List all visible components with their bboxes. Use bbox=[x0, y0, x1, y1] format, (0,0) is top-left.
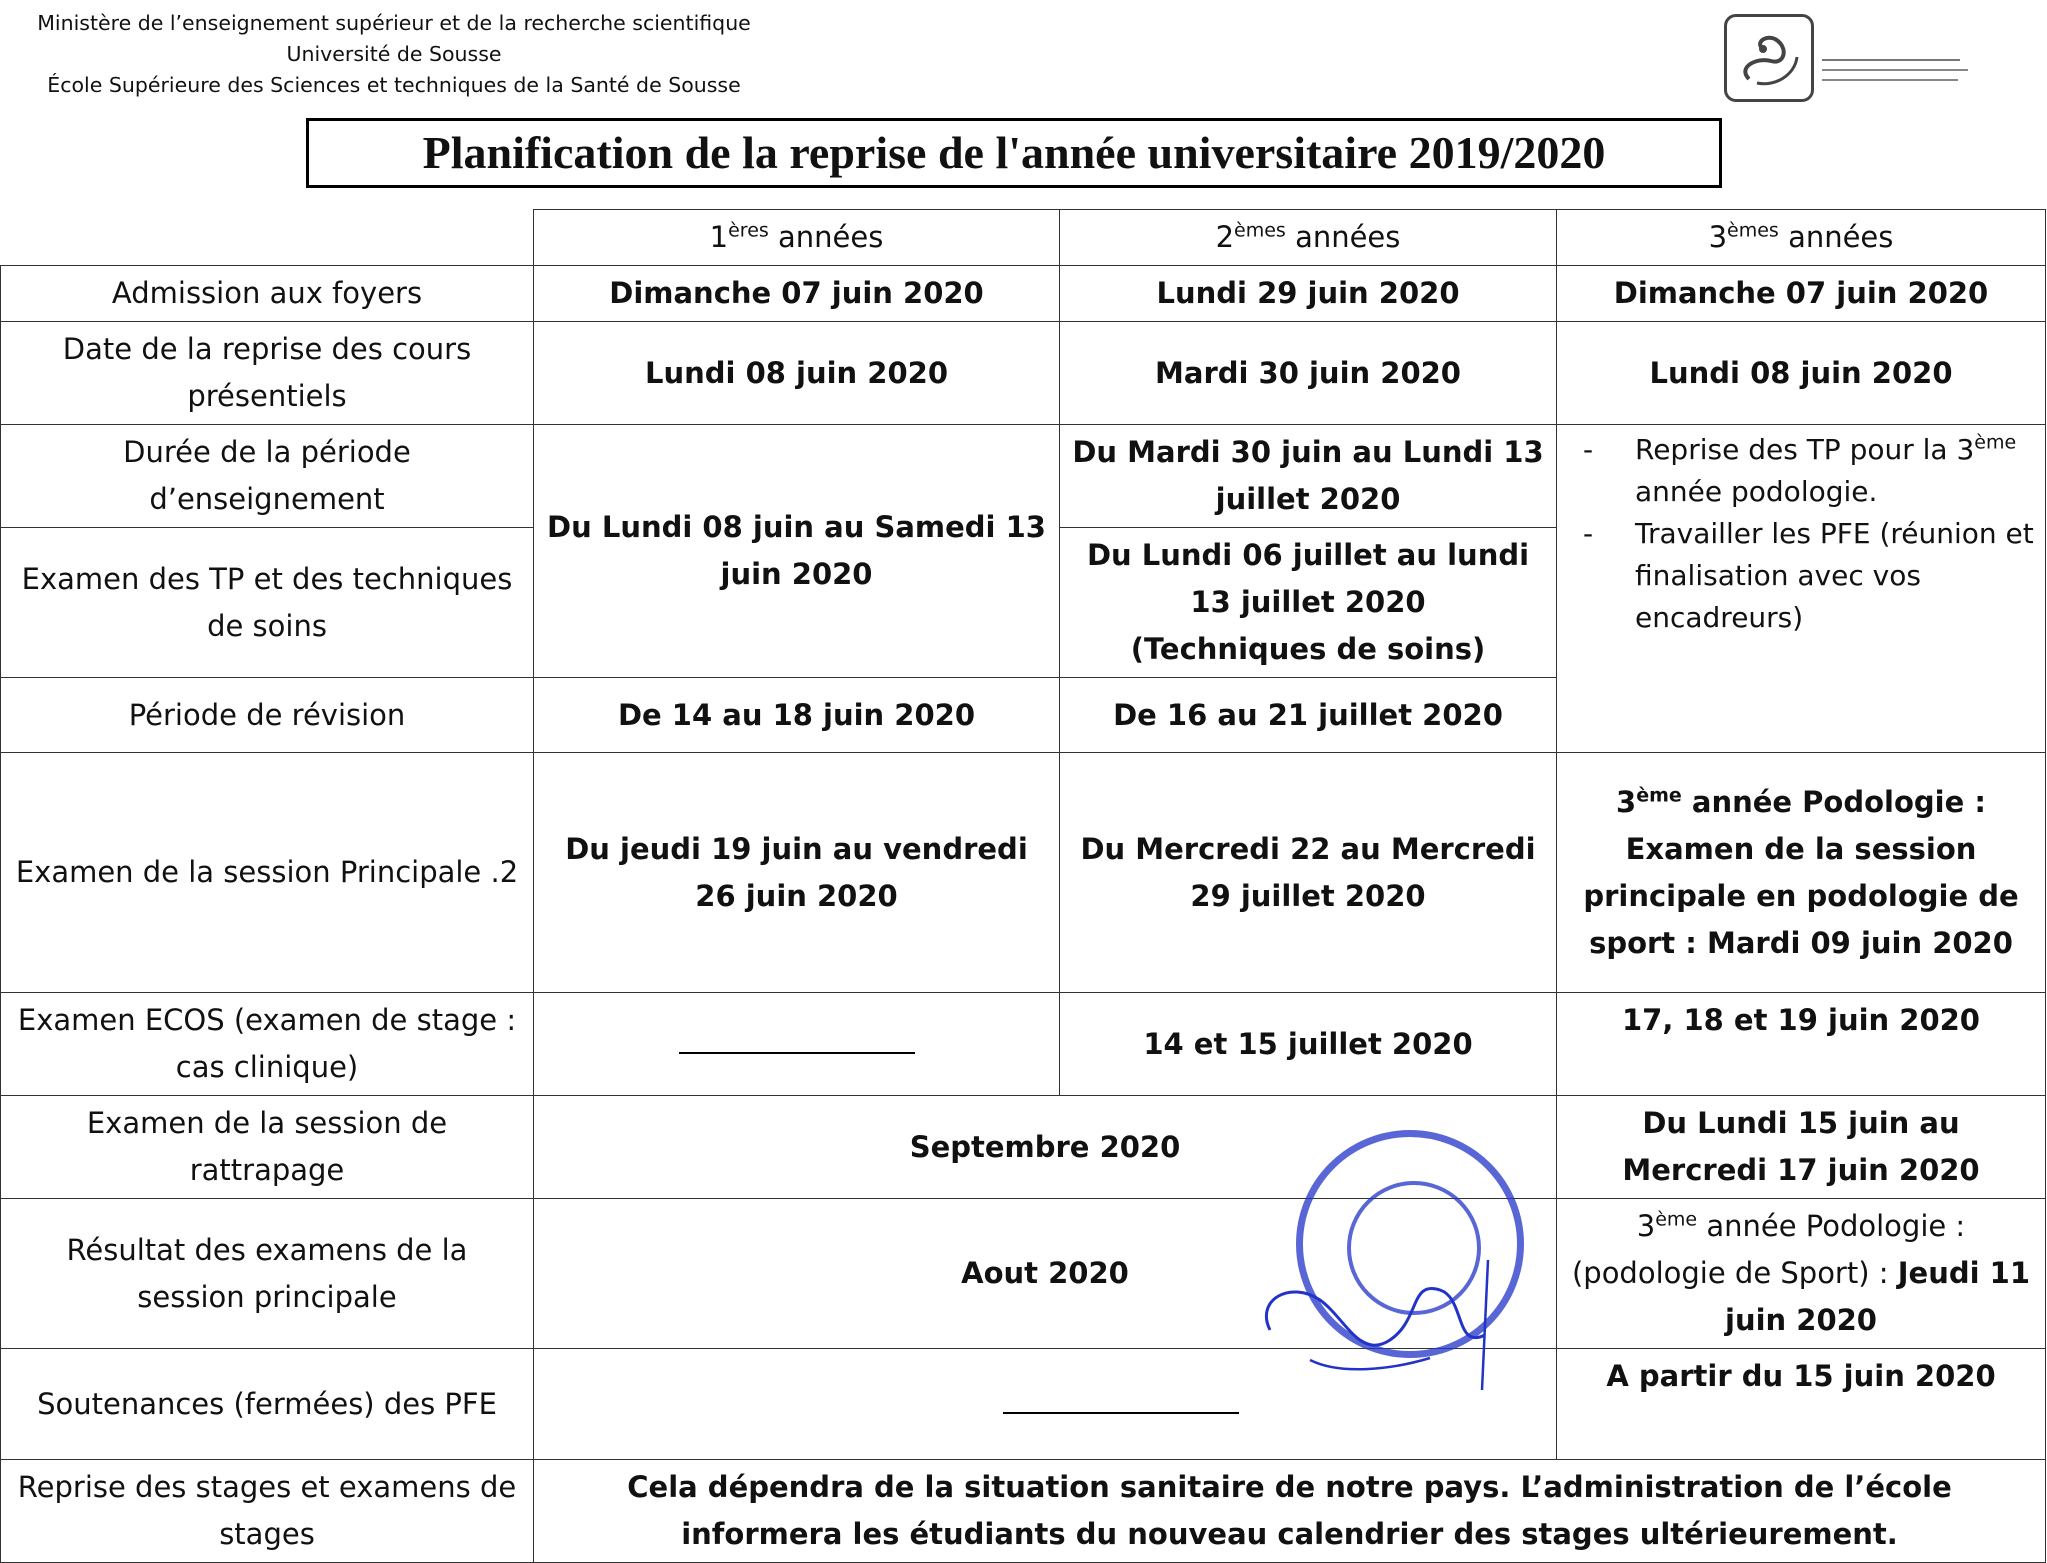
row-label: Examen de la session de rattrapage bbox=[1, 1096, 534, 1199]
table-header-row bbox=[1, 210, 2046, 266]
blank-line bbox=[679, 1032, 915, 1054]
cell-year1: Du jeudi 19 juin au vendredi 26 juin 2020 bbox=[534, 753, 1060, 993]
list-item: - Reprise des TP pour la 3ème année podologie. bbox=[1579, 429, 2037, 513]
signature-icon bbox=[1250, 1240, 1510, 1400]
row-label: Période de révision bbox=[1, 678, 534, 753]
row-label: Examen des TP et des techniques de soins bbox=[1, 528, 534, 678]
cell-year1: De 14 au 18 juin 2020 bbox=[534, 678, 1060, 753]
cell-year3: 3ème année Podologie : Examen de la session principale en podologie de sport : Mardi 09 juin 2020 bbox=[1557, 753, 2046, 993]
tp-type: (Techniques de soins) bbox=[1130, 632, 1486, 666]
row-label: Durée de la période d’enseignement bbox=[1, 425, 534, 528]
cell-year3: Lundi 08 juin 2020 bbox=[1557, 322, 2046, 425]
header-empty-cell bbox=[1, 210, 534, 266]
cell-year2: De 16 au 21 juillet 2020 bbox=[1060, 678, 1557, 753]
cell-year1-year2: Aout 2020 bbox=[534, 1199, 1557, 1349]
header-line-school: École Supérieure des Sciences et techniques de la Santé de Sousse bbox=[47, 73, 741, 97]
header-line-university: Université de Sousse bbox=[286, 42, 502, 66]
page-title: Planification de la reprise de l'année universitaire 2019/2020 bbox=[306, 118, 1722, 188]
schedule-table bbox=[0, 209, 2046, 1563]
logo-emblem-icon bbox=[1724, 14, 1814, 102]
column-header-year3: 3èmes années bbox=[1557, 210, 2046, 266]
cell-year3: Du Lundi 15 juin au Mercredi 17 juin 2020 bbox=[1557, 1096, 2046, 1199]
cell-year1: Dimanche 07 juin 2020 bbox=[534, 266, 1060, 322]
blank-line bbox=[1003, 1392, 1239, 1414]
cell-year2: Du Mercredi 22 au Mercredi 29 juillet 2020 bbox=[1060, 753, 1557, 993]
logo-caption-lines bbox=[1820, 54, 1970, 92]
table-row-ecos bbox=[1, 993, 2046, 1096]
row-label: Résultat des examens de la session principale bbox=[1, 1199, 534, 1349]
cell-year3: 3ème année Podologie : (podologie de Sport) : Jeudi 11 juin 2020 bbox=[1557, 1199, 2046, 1349]
cell-year1: Lundi 08 juin 2020 bbox=[534, 322, 1060, 425]
table-row-admission bbox=[1, 266, 2046, 322]
row-label: Soutenances (fermées) des PFE bbox=[1, 1349, 534, 1460]
notes-list bbox=[1565, 429, 2037, 639]
cell-year2: Lundi 29 juin 2020 bbox=[1060, 266, 1557, 322]
row-label: Reprise des stages et examens de stages bbox=[1, 1460, 534, 1563]
cell-year1-blank bbox=[534, 993, 1060, 1096]
column-header-year1: 1ères années bbox=[534, 210, 1060, 266]
list-item: - Travailler les PFE (réunion et finalisation avec vos encadreurs) bbox=[1579, 513, 2037, 639]
row-label: Examen de la session Principale .2 bbox=[1, 753, 534, 993]
tp-dates: Du Lundi 06 juillet au lundi 13 juillet 2020 bbox=[1086, 538, 1530, 619]
table-row-duree bbox=[1, 425, 2046, 528]
cell-all-years: Cela dépendra de la situation sanitaire de notre pays. L’administration de l’école informera les étudiants du nouveau calendrier des stages ultérieurement. bbox=[534, 1460, 2046, 1563]
cell-year3-notes bbox=[1557, 425, 2046, 753]
cell-year2: Mardi 30 juin 2020 bbox=[1060, 322, 1557, 425]
table-row-stages bbox=[1, 1460, 2046, 1563]
cell-year2: 14 et 15 juillet 2020 bbox=[1060, 993, 1557, 1096]
column-header-year2: 2èmes années bbox=[1060, 210, 1557, 266]
school-logo bbox=[1722, 10, 1977, 102]
cell-year1-year2: Septembre 2020 bbox=[534, 1096, 1557, 1199]
table-row-soutenances bbox=[1, 1349, 2046, 1460]
table-row-rattrapage bbox=[1, 1096, 2046, 1199]
table-row-resultat bbox=[1, 1199, 2046, 1349]
table-row-reprise bbox=[1, 322, 2046, 425]
cell-year3: 17, 18 et 19 juin 2020 bbox=[1557, 993, 2046, 1096]
table-row-principale bbox=[1, 753, 2046, 993]
cell-year1: Du Lundi 08 juin au Samedi 13 juin 2020 bbox=[534, 425, 1060, 678]
cell-year3: A partir du 15 juin 2020 bbox=[1557, 1349, 2046, 1460]
cell-year2: Du Mardi 30 juin au Lundi 13 juillet 2020 bbox=[1060, 425, 1557, 528]
row-label: Admission aux foyers bbox=[1, 266, 534, 322]
ministry-header bbox=[14, 8, 774, 101]
row-label: Examen ECOS (examen de stage : cas clinique) bbox=[1, 993, 534, 1096]
header-line-ministry: Ministère de l’enseignement supérieur et de la recherche scientifique bbox=[37, 11, 751, 35]
cell-year2 bbox=[1060, 528, 1557, 678]
row-label: Date de la reprise des cours présentiels bbox=[1, 322, 534, 425]
cell-year3: Dimanche 07 juin 2020 bbox=[1557, 266, 2046, 322]
